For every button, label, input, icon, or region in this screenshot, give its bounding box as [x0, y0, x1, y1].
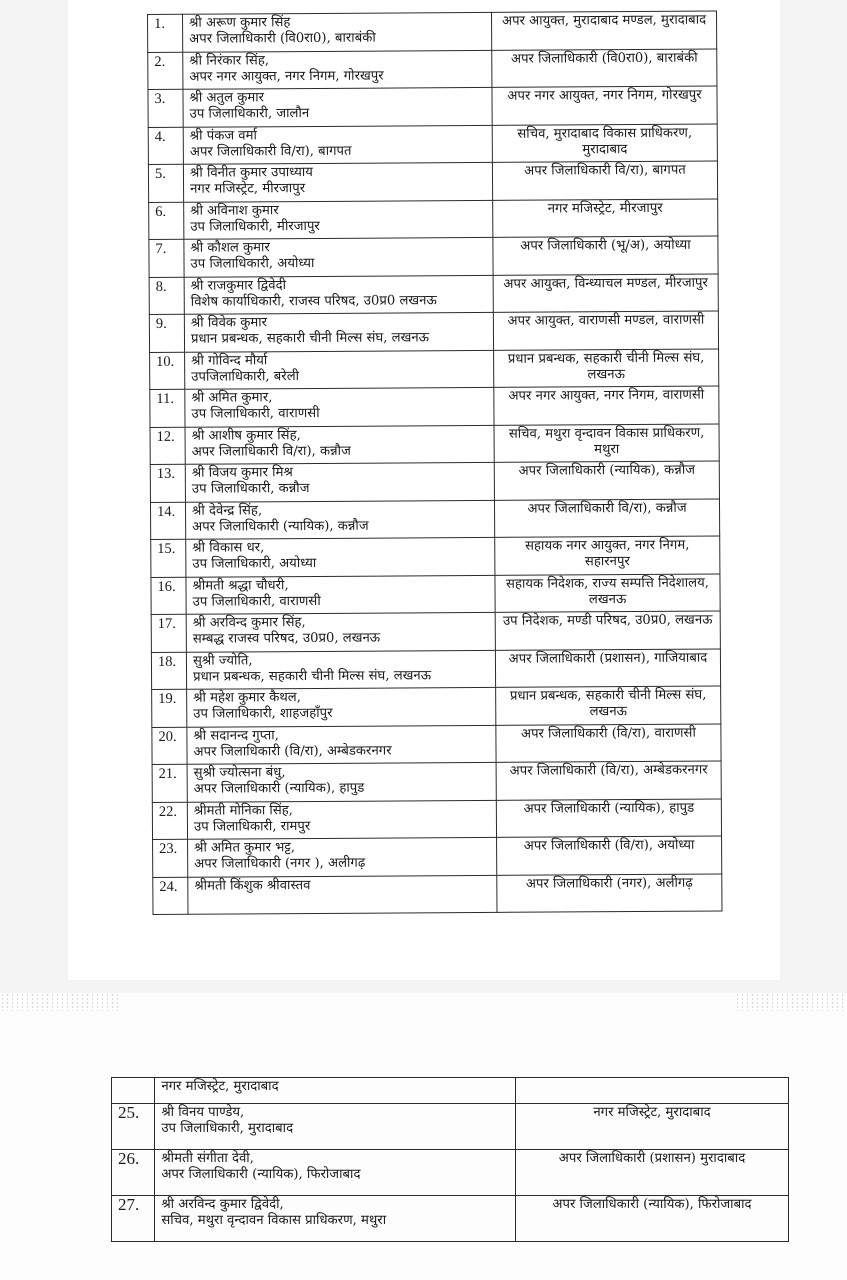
serial-number: 1.	[148, 14, 183, 52]
new-post: अपर जिलाधिकारी (न्यायिक), कन्नौज	[494, 461, 719, 500]
officer-cell	[185, 387, 494, 426]
current-post: उप जिलाधिकारी, जालौन	[189, 106, 310, 122]
officer-cell	[183, 162, 492, 201]
officer-cell	[188, 837, 497, 876]
officer-cell	[184, 312, 493, 351]
table-row	[148, 124, 717, 165]
serial-number: 7.	[149, 239, 184, 277]
officer-cell	[183, 87, 492, 126]
current-post: उप जिलाधिकारी, मुरादाबाद	[161, 1121, 294, 1136]
serial-number: 11.	[150, 389, 185, 427]
new-post: अपर आयुक्त, मुरादाबाद मण्डल, मुरादाबाद	[491, 11, 716, 50]
table-row	[150, 386, 719, 427]
current-post: सम्बद्ध राजस्व परिषद, उ0प्र0, लखनऊ	[192, 630, 381, 647]
officer-cell	[187, 687, 496, 726]
new-post: अपर आयुक्त, विन्ध्याचल मण्डल, मीरजापुर	[493, 274, 718, 313]
table-row	[149, 199, 718, 240]
new-post: अपर नगर आयुक्त, नगर निगम, गोरखपुर	[492, 86, 717, 125]
serial-number: 20.	[152, 727, 187, 765]
table-row	[148, 86, 717, 127]
current-post: उप जिलाधिकारी, रामपुर	[193, 818, 311, 835]
serial-number: 14.	[150, 502, 185, 540]
new-post: अपर जिलाधिकारी वि/रा), बागपत	[492, 161, 717, 200]
officer-cell	[185, 500, 494, 539]
officer-name: श्री अरूण कुमार सिंह	[189, 15, 291, 31]
new-post: अपर जिलाधिकारी (प्रशासन) मुरादाबाद	[515, 1150, 788, 1196]
new-post: अपर जिलाधिकारी (नगर), अलीगढ़	[497, 874, 722, 913]
new-post: प्रधान प्रबन्धक, सहकारी चीनी मिल्स संघ, लखनऊ	[496, 686, 721, 725]
serial-number: 26.	[112, 1150, 155, 1196]
scan-noise-left	[0, 993, 120, 1011]
current-post: उप जिलाधिकारी, मीरजापुर	[190, 218, 320, 235]
current-post: अपर जिलाधिकारी (न्यायिक), कन्नौज	[192, 518, 369, 535]
serial-number: 2.	[148, 52, 183, 90]
new-post: उप निदेशक, मण्डी परिषद, उ0प्र0, लखनऊ	[495, 611, 720, 650]
new-post: अपर जिलाधिकारी (वि0रा0), बाराबंकी	[492, 49, 717, 88]
new-post: नगर मजिस्ट्रेट, मुरादाबाद	[515, 1104, 788, 1150]
serial-number: 24.	[153, 877, 188, 915]
serial-number: 18.	[151, 652, 186, 690]
officer-cell	[185, 350, 494, 389]
table-row	[150, 349, 719, 390]
new-post: नगर मजिस्ट्रेट, मीरजापुर	[493, 199, 718, 238]
officer-cell	[186, 650, 495, 689]
serial-number: 3.	[148, 89, 183, 127]
officer-name: श्री पंकज वर्मा	[189, 127, 257, 144]
serial-number: 9.	[149, 314, 184, 352]
serial-number: 17.	[151, 614, 186, 652]
table-row-continuation	[112, 1078, 789, 1104]
serial-number: 10.	[150, 352, 185, 390]
current-post: उप जिलाधिकारी, कन्नौज	[191, 481, 310, 497]
officer-name: श्री राजकुमार द्विवेदी	[190, 277, 287, 294]
table-row	[150, 424, 719, 465]
new-post: सहायक नगर आयुक्त, नगर निगम, सहारनपुर	[495, 536, 720, 575]
table-row	[151, 574, 720, 615]
current-post: उप जिलाधिकारी, अयोध्या	[192, 555, 317, 572]
current-post: अपर जिलाधिकारी (वि/रा), अम्बेडकरनगर	[193, 743, 392, 760]
new-post: अपर आयुक्त, वाराणसी मण्डल, वाराणसी	[493, 311, 718, 350]
table-row	[152, 686, 721, 727]
officer-name: श्री अविनाश कुमार	[190, 202, 279, 219]
officer-name: श्री विकास धर,	[192, 540, 265, 556]
table-row	[153, 874, 722, 915]
officer-name: श्री विनय पाण्डेय,	[161, 1105, 245, 1120]
serial-number: 12.	[150, 427, 185, 465]
officer-cell	[184, 200, 493, 239]
table-row	[152, 724, 721, 765]
officer-cell	[187, 725, 496, 764]
table-row	[151, 536, 720, 577]
table-row	[148, 49, 717, 90]
officer-cell	[155, 1196, 516, 1242]
current-post: अपर नगर आयुक्त, नगर निगम, गोरखपुर	[189, 68, 384, 85]
serial-number: 27.	[112, 1196, 155, 1242]
current-post: उप जिलाधिकारी, वाराणसी	[192, 593, 321, 610]
officer-name: श्रीमती संगीता देवी,	[161, 1151, 254, 1166]
table-row	[149, 311, 718, 352]
new-post: अपर जिलाधिकारी (भू/अ), अयोध्या	[493, 236, 718, 275]
serial-number: 13.	[150, 464, 185, 502]
officer-name: श्री अरविन्द कुमार द्विवेदी,	[161, 1197, 284, 1212]
current-post: अपर जिलाधिकारी वि/रा), कन्नौज	[191, 443, 351, 460]
officer-name: श्री अमित कुमार भट्ट,	[194, 840, 296, 856]
table-row	[152, 761, 721, 802]
officer-cell	[183, 50, 492, 89]
serial-number: 22.	[152, 802, 187, 840]
table-row	[153, 836, 722, 877]
serial-number: 4.	[148, 127, 183, 165]
new-post: अपर जिलाधिकारी (न्यायिक), हापुड	[496, 799, 721, 838]
table-row	[112, 1196, 789, 1242]
officer-cell	[186, 612, 495, 651]
officer-cell	[155, 1150, 516, 1196]
current-post: अपर जिलाधिकारी वि/रा), बागपत	[189, 143, 352, 160]
current-post: विशेष कार्याधिकारी, राजस्व परिषद, उ0प्र0 लखनऊ	[190, 292, 437, 310]
officer-name: सुश्री ज्योति,	[192, 652, 253, 669]
current-post: प्रधान प्रबन्धक, सहकारी चीनी मिल्स संघ, लखनऊ	[190, 330, 430, 347]
officer-cell	[188, 875, 497, 914]
officer-name: श्री महेश कुमार कैथल,	[193, 690, 301, 706]
table-row	[149, 274, 718, 315]
table-row	[148, 11, 717, 52]
officer-name: श्रीमती किंशुक श्रीवास्तव	[194, 877, 311, 894]
officer-cell	[183, 125, 492, 164]
current-post: उप जिलाधिकारी, अयोध्या	[190, 255, 315, 272]
new-post: अपर जिलाधिकारी (वि/रा), अम्बेडकरनगर	[496, 761, 721, 800]
officer-name: श्री अरविन्द कुमार सिंह,	[192, 615, 306, 631]
current-post: अपर जिलाधिकारी (नगर ), अलीगढ़	[194, 855, 366, 872]
serial-number: 8.	[149, 277, 184, 315]
serial-number: 21.	[152, 764, 187, 802]
officer-name: श्री गोविन्द मौर्या	[191, 352, 268, 369]
new-post: सचिव, मुरादाबाद विकास प्राधिकरण, मुरादाबाद	[492, 124, 717, 163]
officer-cell	[184, 275, 493, 314]
current-post: सचिव, मथुरा वृन्दावन विकास प्राधिकरण, मथुरा	[161, 1213, 387, 1228]
officer-name: श्री विवेक कुमार	[190, 315, 268, 331]
new-post: अपर जिलाधिकारी (वि/रा), अयोध्या	[497, 836, 722, 875]
officer-name: श्री अमित कुमार,	[191, 390, 273, 406]
officer-cell	[185, 425, 494, 464]
serial-number	[112, 1078, 155, 1104]
current-post: अपर जिलाधिकारी (न्यायिक), हापुड	[193, 780, 365, 797]
officer-name: सुश्री ज्योत्सना बंधु,	[193, 765, 286, 781]
table-row	[150, 499, 719, 540]
officer-name: श्रीमती मोनिका सिंह,	[193, 802, 293, 819]
new-post: अपर जिलाधिकारी (न्यायिक), फिरोजाबाद	[515, 1196, 788, 1242]
table-row	[151, 649, 720, 690]
officer-name: श्री विनीत कुमार उपाध्याय	[189, 164, 313, 181]
officer-name: श्री विजय कुमार मिश्र	[191, 465, 293, 481]
new-post: प्रधान प्रबन्धक, सहकारी चीनी मिल्स संघ, लखनऊ	[494, 349, 719, 388]
current-post: उप जिलाधिकारी, शाहजहाँपुर	[193, 705, 333, 722]
new-post: सहायक निदेशक, राज्य सम्पत्ति निदेशालय, लखनऊ	[495, 574, 720, 613]
new-post: अपर जिलाधिकारी वि/रा), कन्नौज	[494, 499, 719, 538]
current-post: उप जिलाधिकारी, वाराणसी	[191, 405, 320, 422]
current-post: अपर जिलाधिकारी (वि0रा0), बाराबंकी	[189, 30, 376, 47]
current-post: उपजिलाधिकारी, बरेली	[191, 368, 300, 385]
officer-cell	[155, 1104, 516, 1150]
transfer-table-page-2	[111, 1077, 789, 1242]
table-row	[152, 799, 721, 840]
current-post: अपर जिलाधिकारी (न्यायिक), फिरोजाबाद	[161, 1167, 361, 1182]
table-row	[112, 1150, 789, 1196]
table-row	[150, 461, 719, 502]
officer-cell	[186, 575, 495, 614]
serial-number: 6.	[149, 202, 184, 240]
serial-number: 5.	[148, 164, 183, 202]
table-row	[151, 611, 720, 652]
table-row	[148, 161, 717, 202]
current-post: नगर मजिस्ट्रेट, मुरादाबाद	[155, 1078, 516, 1104]
table-row	[149, 236, 718, 277]
current-post: नगर मजिस्ट्रेट, मीरजापुर	[190, 181, 306, 197]
officer-cell	[187, 800, 496, 839]
current-post: प्रधान प्रबन्धक, सहकारी चीनी मिल्स संघ, लखनऊ	[193, 667, 432, 685]
serial-number: 25.	[112, 1104, 155, 1150]
scan-noise-right	[735, 993, 847, 1011]
new-post: अपर नगर आयुक्त, नगर निगम, वाराणसी	[494, 386, 719, 425]
officer-name: श्री सदानन्द गुप्ता,	[193, 727, 279, 744]
officer-name: श्री कौशल कुमार	[190, 240, 270, 256]
officer-cell	[186, 537, 495, 576]
new-post: सचिव, मथुरा वृन्दावन विकास प्राधिकरण, मथुरा	[494, 424, 719, 463]
officer-cell	[187, 762, 496, 801]
serial-number: 15.	[151, 539, 186, 577]
new-post: अपर जिलाधिकारी (वि/रा), वाराणसी	[496, 724, 721, 763]
officer-name: श्री देवेन्द्र सिंह,	[191, 502, 263, 519]
officer-name: श्री अतुल कुमार	[189, 90, 265, 106]
officer-name: श्रीमती श्रद्धा चौधरी,	[192, 577, 289, 594]
table-row	[112, 1104, 789, 1150]
officer-name: श्री आशीष कुमार सिंह,	[191, 427, 301, 444]
new-post	[515, 1078, 788, 1104]
new-post: अपर जिलाधिकारी (प्रशासन), गाजियाबाद	[495, 649, 720, 688]
officer-cell	[184, 237, 493, 276]
serial-number: 16.	[151, 577, 186, 615]
officer-cell	[183, 12, 492, 51]
officer-cell	[185, 462, 494, 501]
serial-number: 23.	[153, 839, 188, 877]
transfer-table-page-1	[147, 11, 722, 915]
officer-name: श्री निरंकार सिंह,	[189, 52, 270, 69]
serial-number: 19.	[152, 689, 187, 727]
